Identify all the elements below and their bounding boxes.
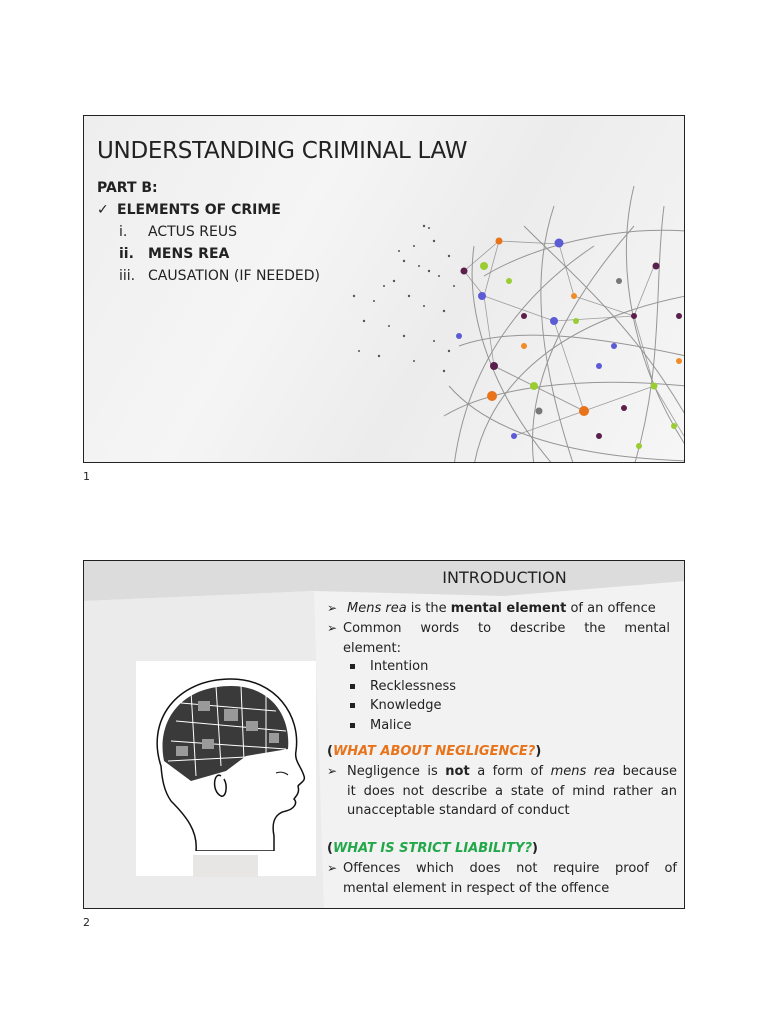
elements-heading	[97, 202, 281, 218]
square-bullet-icon	[350, 703, 355, 708]
elements-heading-text: ELEMENTS OF CRIME	[117, 202, 281, 218]
list-item: Malice	[350, 716, 456, 736]
square-bullet-icon	[350, 684, 355, 689]
list-item-label: CAUSATION (IF NEEDED)	[148, 268, 320, 284]
question-strict-liability: (WHAT IS STRICT LIABILITY?)	[327, 841, 538, 856]
slide-1	[83, 115, 685, 463]
list-item-number: iii.	[119, 268, 136, 284]
list-item	[119, 246, 229, 262]
list-item: Intention	[350, 657, 456, 677]
question-negligence: (WHAT ABOUT NEGLIGENCE?)	[327, 744, 542, 759]
bullet-mens-rea: ➢ Mens rea is the mental element of an offence	[327, 599, 670, 619]
square-bullet-icon	[350, 723, 355, 728]
list-item-label: ACTUS REUS	[148, 224, 237, 240]
phrenology-head-illustration	[136, 661, 316, 851]
page-number: 1	[83, 470, 90, 483]
checkmark-icon: ✓	[97, 202, 109, 218]
bullet-common-words: ➢ Common words to describe the mental element:	[327, 621, 670, 656]
slide-title: INTRODUCTION	[442, 568, 567, 587]
arrow-bullet-icon: ➢	[327, 601, 338, 615]
phrenology-head-image	[136, 661, 316, 876]
network-globe-illustration	[334, 186, 685, 463]
slide-title: UNDERSTANDING CRIMINAL LAW	[97, 138, 468, 164]
square-bullet-icon	[350, 664, 355, 669]
list-item	[119, 268, 320, 284]
list-item	[119, 224, 237, 240]
page-number: 2	[83, 916, 90, 929]
list-item-number: ii.	[119, 246, 134, 262]
bullet-strict-liability: ➢ Offences which does not require proof of mental element in respect of the offence	[327, 861, 677, 896]
list-item-label: MENS REA	[148, 246, 230, 262]
arrow-bullet-icon: ➢	[327, 621, 338, 635]
list-item: Knowledge	[350, 696, 456, 716]
list-item-number: i.	[119, 224, 128, 240]
list-item: Recklessness	[350, 677, 456, 697]
arrow-bullet-icon: ➢	[327, 764, 338, 778]
bullet-negligence: ➢ Negligence is not a form of mens rea because it does not describe a state of mind rather an unacceptable standard of conduct	[327, 764, 677, 818]
part-label: PART B:	[97, 180, 158, 196]
caption-placeholder	[193, 855, 258, 877]
sub-list	[350, 657, 456, 735]
slide-2	[83, 560, 685, 909]
arrow-bullet-icon: ➢	[327, 861, 338, 875]
